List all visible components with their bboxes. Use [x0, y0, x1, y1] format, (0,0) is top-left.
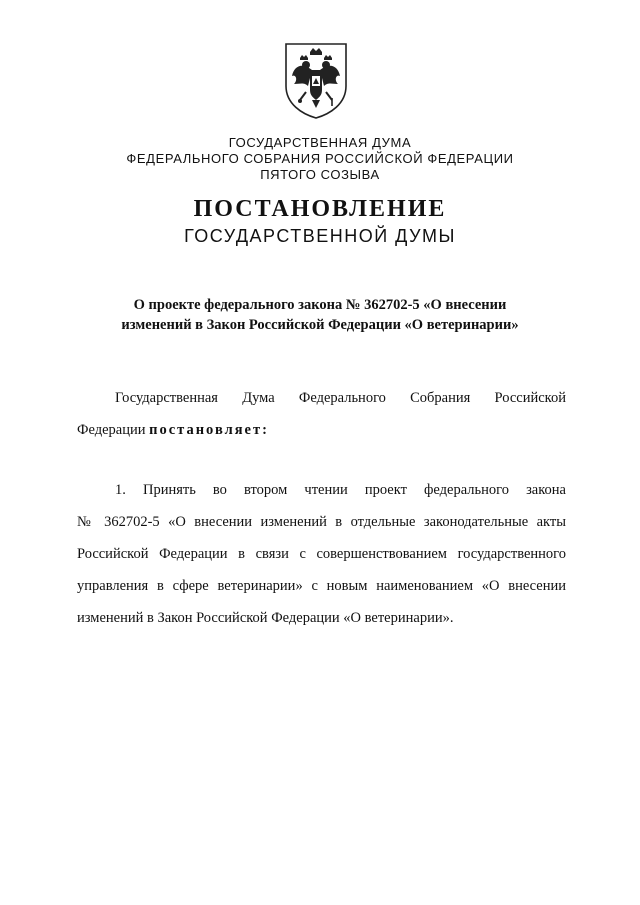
item-line-2: № 362702-5 «О внесении изменений в отдельные законодательные акты [77, 514, 566, 530]
subject-line-2: изменений в Закон Российской Федерации «О ветеринарии» [121, 317, 519, 333]
paragraph-item-1 [77, 474, 566, 634]
document-header [0, 135, 640, 183]
item-line-1-text: 1. Принять во втором чтении проект федерального закона [115, 482, 566, 498]
coat-of-arms-emblem [282, 40, 350, 120]
preamble-line-1 [77, 382, 566, 414]
preamble-line-1-text: Государственная Дума Федерального Собрания Российской [115, 390, 566, 406]
double-headed-eagle-icon [282, 40, 350, 120]
subject-line-1: О проекте федерального закона № 362702-5 «О внесении [133, 297, 507, 313]
item-line-1 [77, 474, 566, 506]
preamble-line-2 [77, 414, 566, 446]
document-subtitle: ГОСУДАРСТВЕННОЙ ДУМЫ [184, 226, 456, 246]
item-line-3: Российской Федерации в связи с совершенствованием государственного [77, 546, 566, 562]
item-line-5: изменений в Закон Российской Федерации «О ветеринарии». [77, 610, 454, 626]
document-subject [0, 295, 640, 335]
resolves-keyword: постановляет: [149, 422, 269, 438]
item-line-4: управления в сфере ветеринарии» с новым наименованием «О внесении [77, 578, 566, 594]
paragraph-preamble [77, 382, 566, 446]
header-line-assembly: ФЕДЕРАЛЬНОГО СОБРАНИЯ РОССИЙСКОЙ ФЕДЕРАЦИИ [126, 151, 514, 166]
preamble-prefix: Федерации [77, 422, 146, 438]
document-title: ПОСТАНОВЛЕНИЕ [193, 196, 447, 222]
header-line-duma: ГОСУДАРСТВЕННАЯ ДУМА [228, 135, 412, 150]
header-line-convocation: ПЯТОГО СОЗЫВА [260, 167, 380, 182]
